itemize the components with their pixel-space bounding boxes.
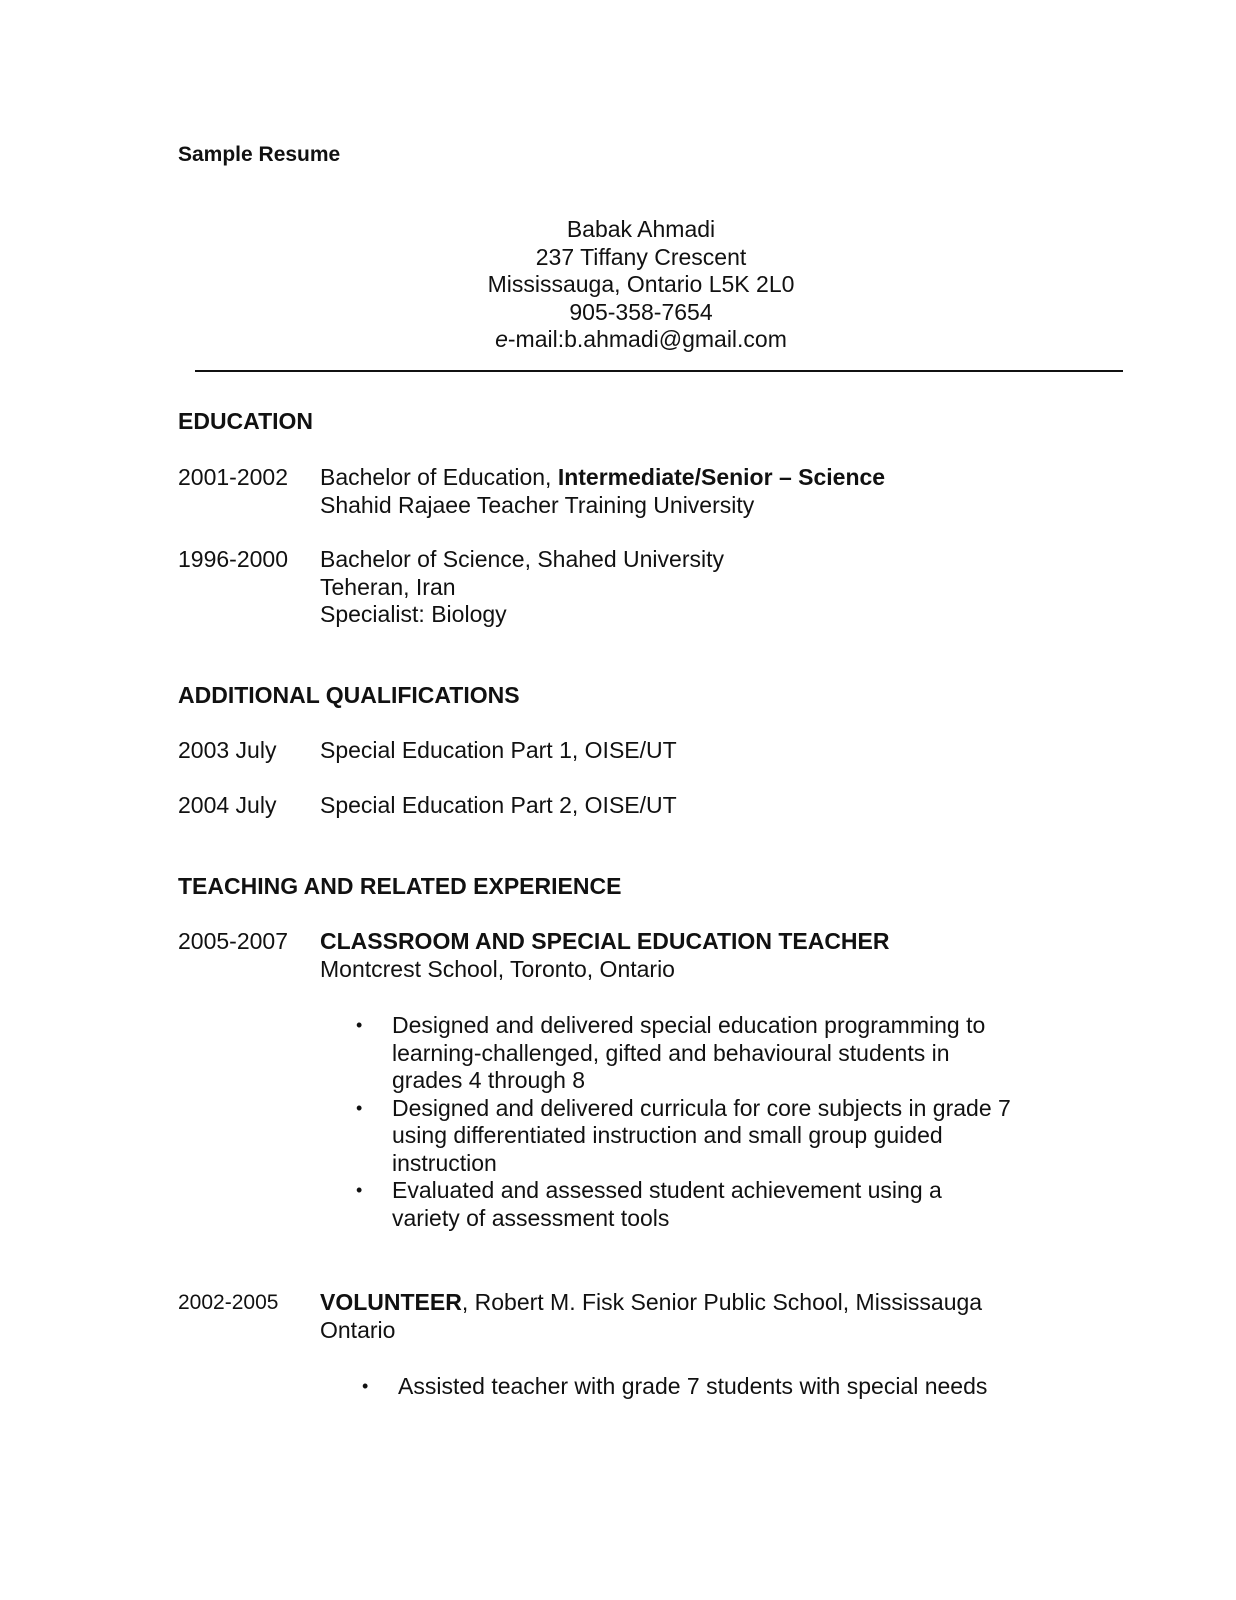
volunteer-place: , Robert M. Fisk Senior Public School, Mississauga: [461, 1289, 983, 1315]
bullet-line: using differentiated instruction and small group guided: [392, 1122, 943, 1148]
bullet-line: grades 4 through 8: [392, 1067, 586, 1093]
experience-bullets-2: [362, 1373, 988, 1401]
bullet-line: Designed and delivered curricula for core subjects in grade 7: [392, 1094, 1011, 1121]
experience-entry-2: [320, 1289, 982, 1344]
education-date-2: 1996-2000: [178, 546, 288, 572]
volunteer-role: VOLUNTEER: [320, 1289, 462, 1315]
header-divider: [195, 370, 1123, 372]
qualification-date-2: 2004 July: [178, 792, 277, 818]
bullet-line: Evaluated and assessed student achievement using a: [392, 1177, 942, 1203]
experience-role-1: CLASSROOM AND SPECIAL EDUCATION TEACHER: [320, 928, 890, 954]
education-degree-1: [320, 464, 885, 492]
experience-entry-1: [320, 928, 890, 983]
applicant-name: Babak Ahmadi: [566, 216, 716, 242]
education-entry-1: [320, 464, 885, 519]
education-heading: EDUCATION: [178, 408, 314, 434]
bullet-line: variety of assessment tools: [392, 1204, 670, 1231]
street-address: 237 Tiffany Crescent: [535, 243, 747, 270]
degree-specialty: Intermediate/Senior – Science: [557, 464, 886, 490]
education-entry-2: [320, 546, 724, 629]
experience-place-1: Montcrest School, Toronto, Ontario: [320, 955, 675, 982]
qualifications-heading: ADDITIONAL QUALIFICATIONS: [178, 682, 520, 708]
email-rest: -mail:b.ahmadi@gmail.com: [507, 326, 787, 352]
list-item: [362, 1373, 988, 1401]
education-specialist-2: Specialist: Biology: [320, 601, 507, 627]
experience-heading: TEACHING AND RELATED EXPERIENCE: [178, 873, 622, 899]
phone-number: 905-358-7654: [569, 298, 713, 325]
qualification-date-1: 2003 July: [178, 737, 277, 763]
bullet-icon: •: [356, 1015, 363, 1035]
email-address: [0, 326, 1236, 354]
education-school-1: Shahid Rajaee Teacher Training University: [320, 491, 755, 518]
bullet-line: learning-challenged, gifted and behavioural students in: [392, 1039, 950, 1066]
list-item: [356, 1177, 1011, 1232]
bullet-icon: •: [362, 1376, 369, 1396]
experience-role-2: [320, 1289, 982, 1317]
bullet-line: Designed and delivered special education programming to: [392, 1012, 986, 1038]
list-item: [356, 1012, 1011, 1095]
qualification-text-1: Special Education Part 1, OISE/UT: [320, 737, 677, 763]
education-date-1: 2001-2002: [178, 464, 288, 490]
email-prefix: e: [495, 326, 508, 352]
education-degree-2: Bachelor of Science, Shahed University: [320, 546, 724, 572]
list-item: [356, 1094, 1011, 1178]
experience-date-2: 2002-2005: [178, 1291, 279, 1314]
bullet-line: Assisted teacher with grade 7 students with special needs: [398, 1373, 988, 1399]
page-title: Sample Resume: [178, 143, 341, 166]
bullet-icon: •: [356, 1180, 363, 1200]
experience-bullets-1: [356, 1012, 1011, 1232]
experience-place-2: Ontario: [320, 1316, 396, 1343]
city-postal: Mississauga, Ontario L5K 2L0: [487, 271, 795, 297]
degree-name: Bachelor of Education,: [320, 464, 558, 490]
bullet-icon: •: [356, 1097, 363, 1118]
experience-date-1: 2005-2007: [178, 928, 288, 954]
education-location-2: Teheran, Iran: [320, 573, 456, 600]
contact-header: [0, 216, 1236, 354]
qualification-text-2: Special Education Part 2, OISE/UT: [320, 792, 677, 818]
bullet-line: instruction: [392, 1149, 497, 1176]
